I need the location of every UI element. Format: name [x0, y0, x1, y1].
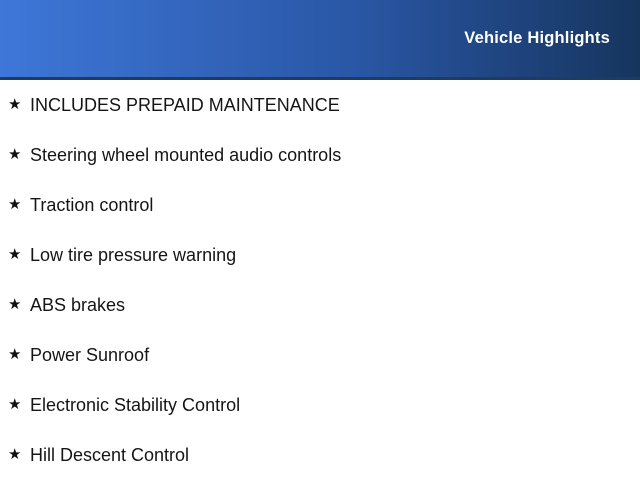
star-icon: ★ [8, 395, 22, 413]
list-item-label: Low tire pressure warning [30, 244, 237, 265]
list-item-label: Hill Descent Control [30, 444, 190, 465]
highlights-list [0, 80, 640, 480]
star-icon: ★ [8, 195, 22, 213]
list-item-label: ABS brakes [30, 294, 126, 315]
star-icon: ★ [8, 95, 22, 113]
list-item-label: Traction control [30, 194, 154, 215]
list-item [0, 80, 640, 130]
list-item-label: Electronic Stability Control [30, 394, 241, 415]
header-bar [0, 0, 640, 80]
list-item [0, 380, 640, 430]
star-icon: ★ [8, 345, 22, 363]
list-item-label: INCLUDES PREPAID MAINTENANCE [30, 94, 340, 115]
list-item [0, 430, 640, 480]
list-item [0, 330, 640, 380]
star-icon: ★ [8, 145, 22, 163]
list-item-label: Steering wheel mounted audio controls [30, 144, 342, 165]
list-item-label: Power Sunroof [30, 344, 150, 365]
star-icon: ★ [8, 245, 22, 263]
list-item [0, 230, 640, 280]
page-title: Vehicle Highlights [464, 29, 610, 47]
list-item [0, 180, 640, 230]
star-icon: ★ [8, 445, 22, 463]
star-icon: ★ [8, 295, 22, 313]
list-item [0, 130, 640, 180]
list-item [0, 280, 640, 330]
